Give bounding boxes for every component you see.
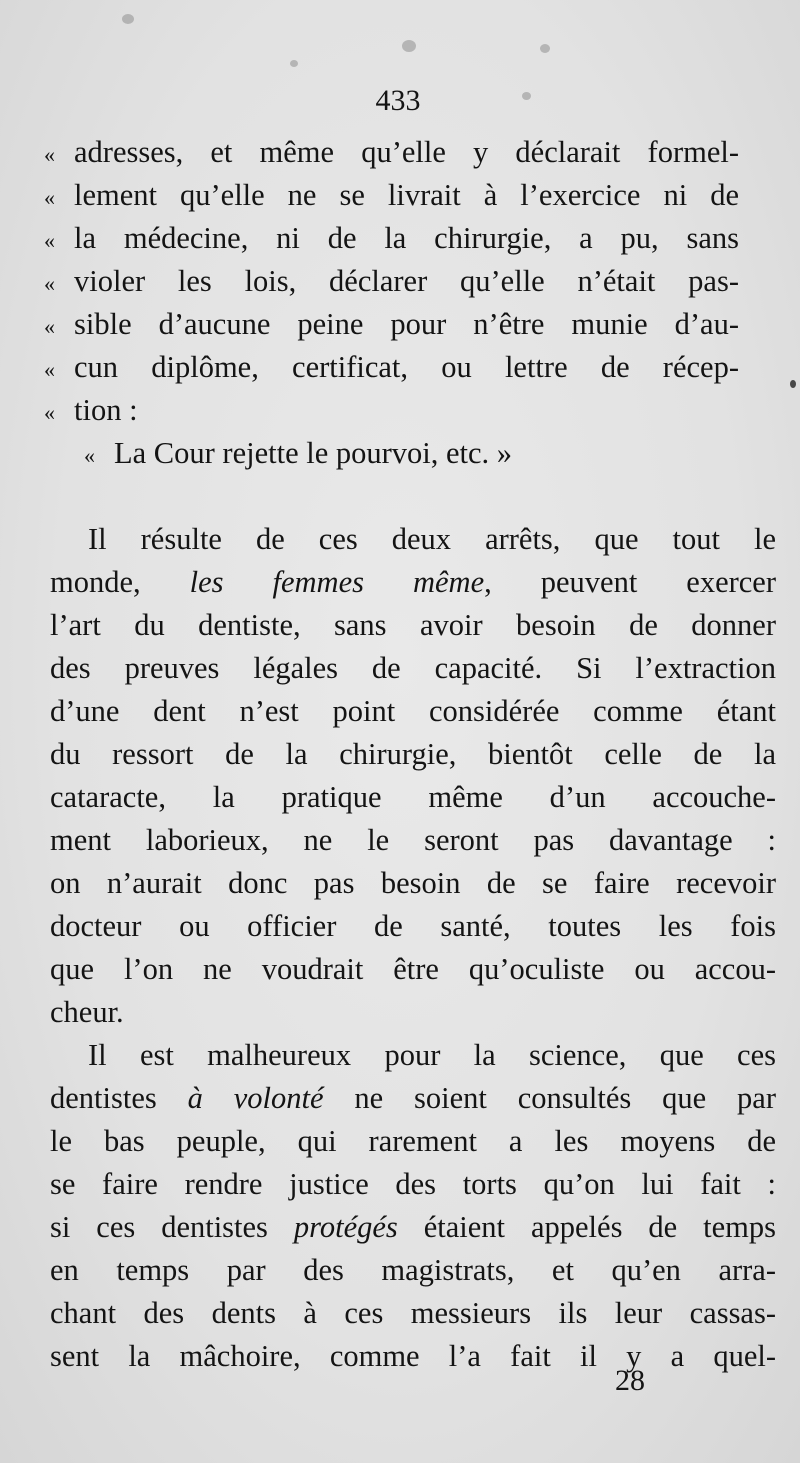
paper-stain <box>540 44 550 53</box>
guillemet: « <box>44 142 55 167</box>
paragraph-line <box>50 1079 776 1117</box>
line-text: la médecine, ni de la chirurgie, a pu, sans <box>74 221 739 255</box>
line-text: lement qu’elle ne se livrait à l’exercice ni de <box>74 178 739 212</box>
quoted-line <box>84 434 624 472</box>
quoted-line <box>44 348 739 386</box>
paper-stain <box>522 92 531 100</box>
quoted-line <box>44 305 739 343</box>
guillemet: « <box>44 271 55 296</box>
paragraph-line: Il résulte de ces deux arrêts, que tout le <box>88 522 776 556</box>
paragraph-line <box>50 563 776 601</box>
line-text: tion : <box>74 393 138 427</box>
line-text: cun diplôme, certificat, ou lettre de récep- <box>74 350 739 384</box>
paper-stain <box>122 14 134 24</box>
guillemet: « <box>44 314 55 339</box>
line-text: sible d’aucune peine pour n’être munie d’au- <box>74 307 739 341</box>
italic-run: les femmes même <box>189 565 485 599</box>
paragraph-line: le bas peuple, qui rarement a les moyens de <box>50 1124 776 1158</box>
text-run: monde, <box>50 565 190 599</box>
guillemet: « <box>84 443 95 468</box>
signature-mark: 28 <box>615 1364 645 1397</box>
quoted-line <box>44 391 224 429</box>
ink-dot <box>790 380 796 388</box>
line-text: adresses, et même qu’elle y déclarait formel- <box>74 135 739 169</box>
quoted-line <box>44 176 739 214</box>
line-text: violer les lois, déclarer qu’elle n’était pas- <box>74 264 739 298</box>
paragraph-line: se faire rendre justice des torts qu’on lui fait : <box>50 1167 776 1201</box>
text-run: étaient appelés de temps <box>397 1210 776 1244</box>
guillemet: « <box>44 400 55 425</box>
paragraph-line: du ressort de la chirurgie, bientôt celle de la <box>50 737 776 771</box>
paragraph-line: que l’on ne voudrait être qu’oculiste ou accou- <box>50 952 776 986</box>
text-run: si ces dentistes <box>50 1210 294 1244</box>
text-run: ne soient consultés que par <box>323 1081 776 1115</box>
paragraph-line: des preuves légales de capacité. Si l’extraction <box>50 651 776 685</box>
guillemet: « <box>44 228 55 253</box>
paragraph-line <box>50 1208 776 1246</box>
italic-run: protégés <box>293 1210 398 1244</box>
paragraph-line: l’art du dentiste, sans avoir besoin de donner <box>50 608 776 642</box>
paragraph-line: cheur. <box>50 995 124 1029</box>
line-text: La Cour rejette le pourvoi, etc. » <box>114 436 513 470</box>
quoted-line <box>44 262 739 300</box>
paragraph-line: on n’aurait donc pas besoin de se faire recevoir <box>50 866 776 900</box>
paragraph-line: ment laborieux, ne le seront pas davantage : <box>50 823 776 857</box>
text-run: dentistes <box>50 1081 188 1115</box>
guillemet: « <box>44 357 55 382</box>
guillemet: « <box>44 185 55 210</box>
quoted-line <box>44 219 739 257</box>
paragraph-line: chant des dents à ces messieurs ils leur cassas- <box>50 1296 776 1330</box>
paragraph-line: sent la mâchoire, comme l’a fait il y a quel- <box>50 1339 776 1373</box>
text-run: , peuvent exercer <box>484 565 777 599</box>
page-number: 433 <box>375 84 421 117</box>
paper-stain <box>402 40 416 52</box>
paper-stain <box>290 60 298 67</box>
quoted-line <box>44 133 739 171</box>
paragraph-line: cataracte, la pratique même d’un accouche- <box>50 780 776 814</box>
paragraph-line: docteur ou officier de santé, toutes les fois <box>50 909 776 943</box>
paragraph-line: d’une dent n’est point considérée comme étant <box>50 694 776 728</box>
paragraph-line: Il est malheureux pour la science, que ces <box>88 1038 776 1072</box>
paragraph-line: en temps par des magistrats, et qu’en arra- <box>50 1253 776 1287</box>
italic-run: à volonté <box>187 1081 324 1115</box>
